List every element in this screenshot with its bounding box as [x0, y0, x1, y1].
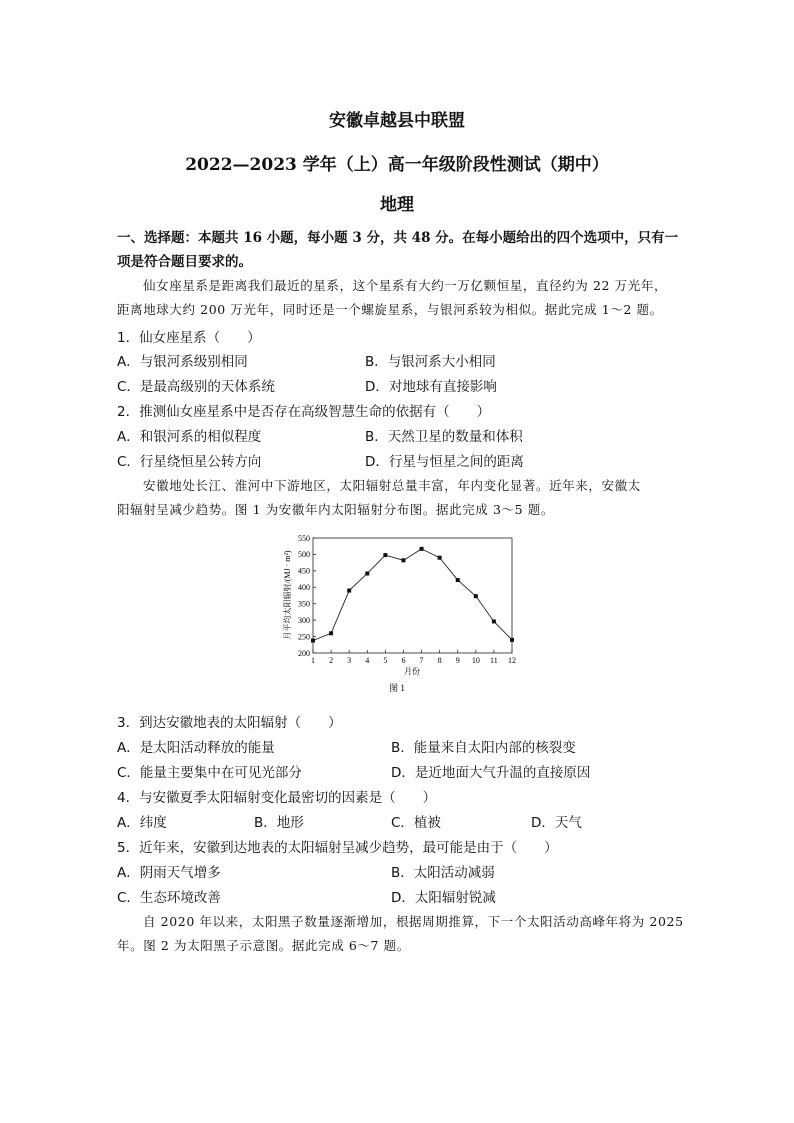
q4-option-d: D．天气 — [531, 815, 582, 831]
data-point — [420, 547, 424, 551]
q3-stem: 3．到达安徽地表的太阳辐射（ ） — [117, 715, 342, 731]
x-tick-label: 1 — [311, 656, 315, 665]
x-tick-label: 10 — [471, 656, 480, 665]
data-point — [456, 578, 460, 582]
data-point — [347, 589, 351, 593]
q1-option-a: A．与银河系级别相同 — [117, 354, 248, 370]
passage1-line2: 距离地球大约 200 万光年，同时还是一个螺旋星系，与银河系较为相似。据此完成 1～2 题。 — [117, 302, 663, 317]
x-tick-label: 11 — [490, 656, 498, 665]
q4-option-a: A．纬度 — [117, 815, 167, 831]
x-tick-label: 6 — [401, 656, 406, 665]
q3-option-d: D．是近地面大气升温的直接原因 — [391, 765, 591, 781]
subject-title: 地理 — [380, 195, 414, 215]
q3-option-c: C．能量主要集中在可见光部分 — [117, 765, 302, 781]
y-tick-label: 250 — [298, 632, 310, 642]
y-tick-label: 400 — [298, 583, 310, 593]
q3-option-b: B．能量来自太阳内部的核裂变 — [391, 740, 576, 756]
section-instructions-line2: 项是符合题目要求的。 — [117, 254, 252, 270]
q2-option-d: D．行星与恒星之间的距离 — [365, 454, 524, 470]
y-tick-label: 500 — [298, 550, 310, 560]
solar-radiation-chart — [278, 528, 528, 700]
q5-option-d: D．太阳辐射锐减 — [391, 890, 496, 906]
series-line — [313, 549, 512, 641]
figure-caption: 图 1 — [389, 683, 405, 693]
data-point — [401, 558, 405, 562]
q5-option-a: A．阴雨天气增多 — [117, 865, 221, 881]
y-tick-label: 450 — [298, 566, 310, 576]
q2-option-b: B．天然卫星的数量和体积 — [365, 429, 523, 445]
x-tick-label: 4 — [365, 656, 370, 665]
section-instructions-line1: 一、选择题：本题共 16 小题，每小题 3 分，共 48 分。在每小题给出的四个选项中，只有一 — [117, 230, 679, 246]
y-tick-label: 550 — [298, 533, 310, 543]
y-tick-label: 350 — [298, 599, 310, 609]
q4-option-c: C．植被 — [391, 815, 441, 831]
q1-option-b: B．与银河系大小相同 — [365, 354, 496, 370]
q2-option-a: A．和银河系的相似程度 — [117, 429, 262, 445]
data-point — [492, 619, 496, 623]
exam-title: 2022—2023 学年（上）高一年级阶段性测试（期中） — [185, 155, 609, 175]
y-axis-label: 月平均太阳辐射/(MJ · m²) — [283, 550, 292, 640]
data-point — [311, 639, 315, 643]
plot-frame — [313, 538, 512, 653]
q4-option-b: B．地形 — [254, 815, 304, 831]
q1-option-d: D．对地球有直接影响 — [365, 379, 497, 395]
q5-option-b: B．太阳活动减弱 — [391, 865, 495, 881]
x-axis-label: 月份 — [404, 667, 420, 676]
x-tick-label: 5 — [383, 656, 388, 665]
union-title: 安徽卓越县中联盟 — [329, 111, 465, 131]
x-tick-label: 12 — [508, 656, 516, 665]
passage3-line1: 自 2020 年以来，太阳黑子数量逐渐增加，根据周期推算，下一个太阳活动高峰年将为 2025 — [143, 914, 684, 929]
y-tick-label: 300 — [298, 615, 310, 625]
data-point — [510, 638, 514, 642]
data-point — [329, 631, 333, 635]
q5-stem: 5．近年来，安徽到达地表的太阳辐射呈减少趋势，最可能是由于（ ） — [117, 840, 558, 856]
x-tick-label: 9 — [455, 656, 460, 665]
data-point — [474, 594, 478, 598]
x-tick-label: 7 — [419, 656, 424, 665]
q2-option-c: C．行星绕恒星公转方向 — [117, 454, 262, 470]
passage1-line1: 仙女座星系是距离我们最近的星系，这个星系有大约一万亿颗恒星，直径约为 22 万光年， — [143, 278, 668, 293]
x-tick-label: 3 — [347, 656, 352, 665]
passage2-line1: 安徽地处长江、淮河中下游地区，太阳辐射总量丰富，年内变化显著。近年来，安徽太 — [143, 478, 641, 493]
q4-stem: 4．与安徽夏季太阳辐射变化最密切的因素是（ ） — [117, 790, 437, 806]
data-point — [365, 571, 369, 575]
data-point — [438, 556, 442, 560]
q2-stem: 2．推测仙女座星系中是否存在高级智慧生命的依据有（ ） — [117, 404, 491, 420]
x-tick-label: 2 — [329, 656, 334, 665]
passage2-line2: 阳辐射呈减少趋势。图 1 为安徽年内太阳辐射分布图。据此完成 3～5 题。 — [117, 502, 554, 517]
data-point — [383, 553, 387, 557]
passage3-line2: 年。图 2 为太阳黑子示意图。据此完成 6～7 题。 — [117, 938, 410, 953]
q5-option-c: C．生态环境改善 — [117, 890, 221, 906]
q1-option-c: C．是最高级别的天体系统 — [117, 379, 275, 395]
x-tick-label: 8 — [437, 656, 442, 665]
q1-stem: 1．仙女座星系（ ） — [117, 330, 261, 346]
y-tick-label: 200 — [298, 648, 310, 658]
q3-option-a: A．是太阳活动释放的能量 — [117, 740, 275, 756]
